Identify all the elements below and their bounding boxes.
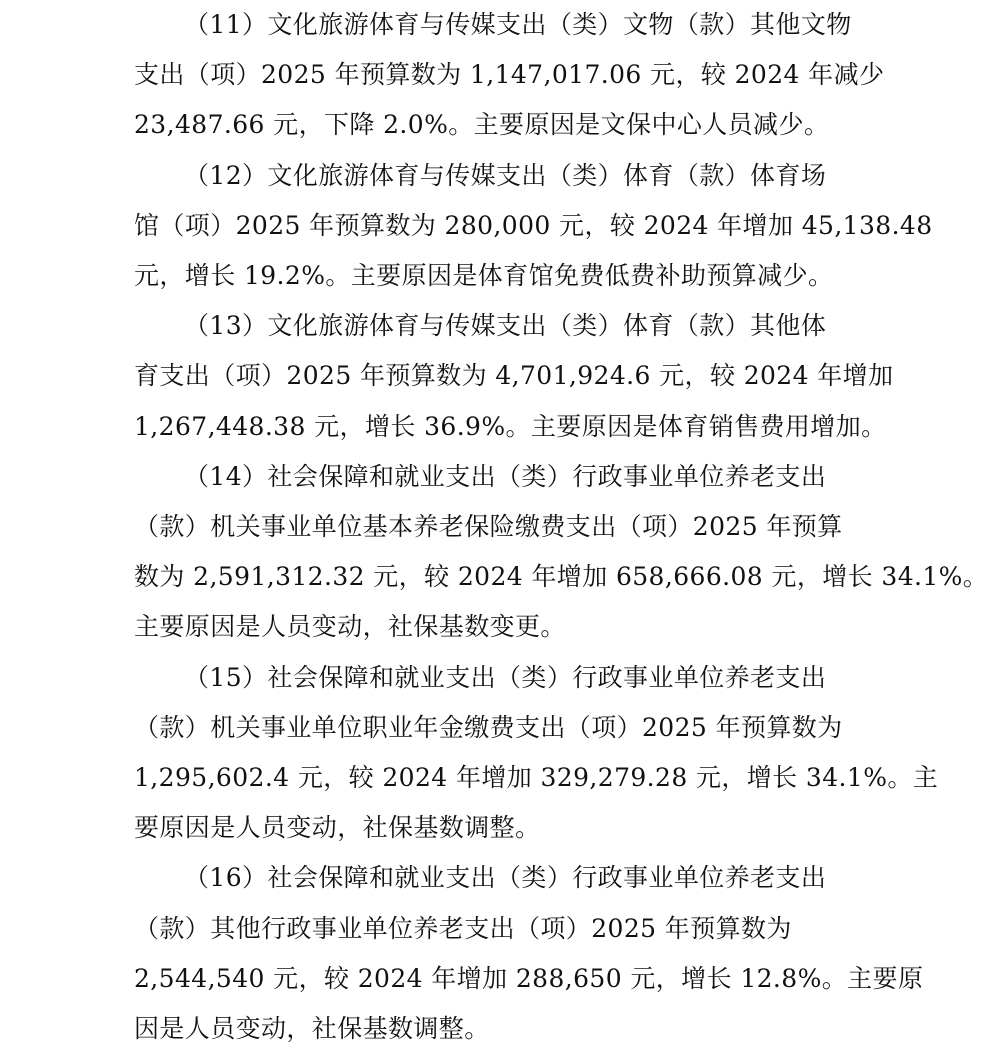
paragraph-line: （16）社会保障和就业支出（类）行政事业单位养老支出 [184,863,827,893]
paragraph-line: 馆（项）2025 年预算数为 280,000 元，较 2024 年增加 45,138.48 [134,210,933,240]
paragraph-line: （款）机关事业单位职业年金缴费支出（项）2025 年预算数为 [134,712,843,742]
paragraph-item-12 [134,151,933,302]
paragraph-line: 元，增长 19.2%。主要原因是体育馆免费低费补助预算减少。 [134,261,834,291]
paragraph-line: （12）文化旅游体育与传媒支出（类）体育（款）体育场 [184,160,827,190]
paragraph-line: （11）文化旅游体育与传媒支出（类）文物（款）其他文物 [184,10,852,39]
paragraph-item-15 [134,653,939,854]
paragraph-line: （15）社会保障和就业支出（类）行政事业单位养老支出 [184,662,827,692]
paragraph-line: 因是人员变动，社保基数调整。 [134,1014,490,1044]
document-body [134,0,989,1054]
paragraph-line: 1,295,602.4 元，较 2024 年增加 329,279.28 元，增长 34.1%。主 [134,763,939,793]
paragraph-line: 育支出（项）2025 年预算数为 4,701,924.6 元，较 2024 年增加 [134,361,894,391]
paragraph-line: 支出（项）2025 年预算数为 1,147,017.06 元，较 2024 年减少 [134,60,885,90]
paragraph-line: 2,544,540 元，较 2024 年增加 288,650 元，增长 12.8%。主要原 [134,963,924,993]
paragraph-line: 主要原因是人员变动，社保基数变更。 [134,612,566,642]
paragraph-item-14 [134,452,989,653]
paragraph-item-16 [134,853,924,1054]
paragraph-line: （款）机关事业单位基本养老保险缴费支出（项）2025 年预算 [134,512,843,542]
paragraph-item-11 [134,0,885,151]
paragraph-line: （13）文化旅游体育与传媒支出（类）体育（款）其他体 [184,311,827,341]
paragraph-item-13 [134,301,894,452]
paragraph-line: 数为 2,591,312.32 元，较 2024 年增加 658,666.08 元，增长 34.1%。 [134,562,989,592]
paragraph-line: 1,267,448.38 元，增长 36.9%。主要原因是体育销售费用增加。 [134,411,887,441]
paragraph-line: 要原因是人员变动，社保基数调整。 [134,813,541,843]
paragraph-line: （14）社会保障和就业支出（类）行政事业单位养老支出 [184,461,827,491]
paragraph-line: （款）其他行政事业单位养老支出（项）2025 年预算数为 [134,913,792,943]
paragraph-line: 23,487.66 元，下降 2.0%。主要原因是文保中心人员减少。 [134,110,830,140]
